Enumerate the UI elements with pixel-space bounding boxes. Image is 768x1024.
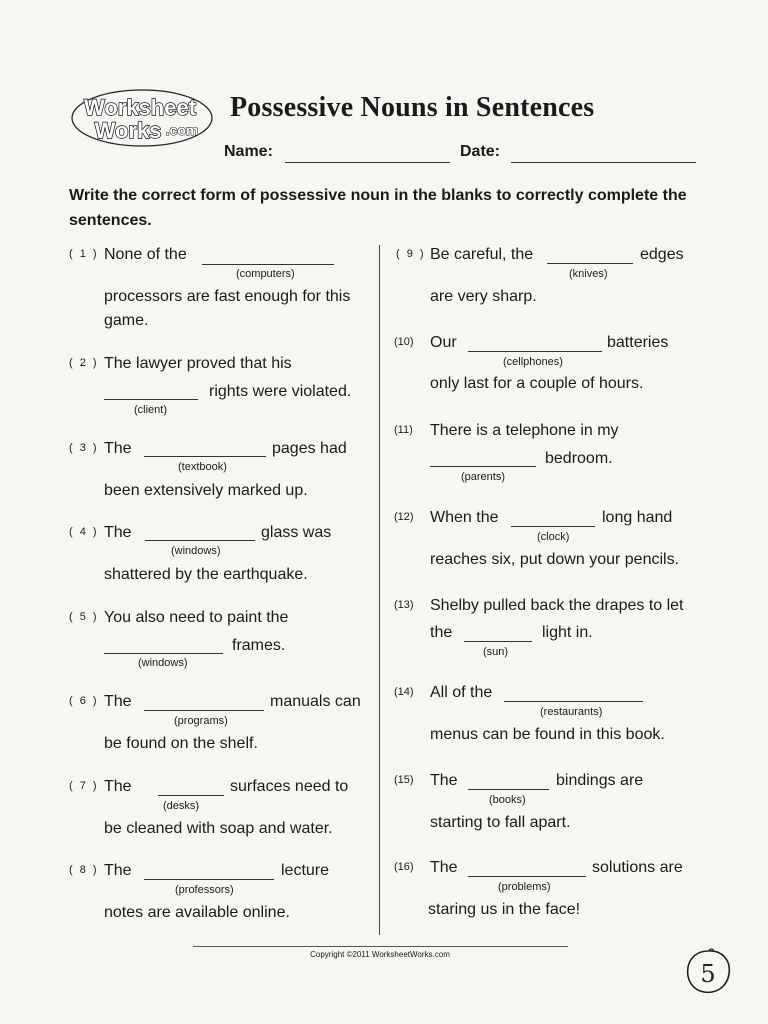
hint-word: (parents) — [461, 471, 506, 483]
copyright: Copyright ©2011 WorksheetWorks.com — [310, 950, 450, 959]
logo-line1: Worksheet — [83, 95, 197, 120]
sentence-text: game. — [104, 312, 149, 329]
sentence-text: The — [104, 693, 132, 710]
question-number: (13) — [394, 599, 414, 611]
answer-blank[interactable] — [547, 263, 633, 264]
sentence-text: light in. — [542, 624, 593, 641]
hint-word: (textbook) — [178, 461, 227, 473]
sentence-text: frames. — [232, 637, 286, 654]
answer-blank[interactable] — [430, 466, 536, 467]
logo-line2: Works — [94, 118, 162, 143]
page-title: Possessive Nouns in Sentences — [230, 92, 595, 123]
answer-blank[interactable] — [468, 351, 602, 352]
sentence-text: When the — [430, 509, 499, 526]
hint-word: (computers) — [236, 268, 295, 280]
hint-word: (desks) — [163, 800, 200, 812]
hint-word: (knives) — [569, 268, 608, 280]
column-divider — [379, 245, 380, 935]
hint-word: (restaurants) — [540, 706, 603, 718]
answer-blank[interactable] — [504, 701, 643, 702]
logo-graphic — [70, 88, 215, 148]
sentence-text: edges — [640, 246, 684, 263]
sentence-text: notes are available online. — [104, 904, 290, 921]
answer-blank[interactable] — [145, 540, 255, 541]
logo-suffix: .com — [165, 122, 199, 138]
sentence-text: are very sharp. — [430, 288, 537, 305]
sentence-text: the — [430, 624, 453, 641]
sentence-text: pages had — [272, 440, 347, 457]
answer-blank[interactable] — [104, 399, 198, 400]
sentence-text: solutions are — [592, 859, 683, 876]
sentence-text: The — [104, 440, 132, 457]
sentence-text: The — [104, 524, 132, 541]
question-number: ( 9 ) — [396, 248, 426, 260]
answer-blank[interactable] — [202, 264, 334, 265]
question-number: ( 5 ) — [69, 611, 99, 623]
hint-word: (problems) — [498, 881, 551, 893]
hint-word: (cellphones) — [503, 356, 563, 368]
sentence-text: manuals can — [270, 693, 361, 710]
hint-word: (client) — [134, 404, 168, 416]
sentence-text: been extensively marked up. — [104, 482, 308, 499]
sentence-text: be cleaned with soap and water. — [104, 820, 333, 837]
sentence-text: be found on the shelf. — [104, 735, 258, 752]
answer-blank[interactable] — [144, 879, 274, 880]
sentence-text: long hand — [602, 509, 673, 526]
sentence-text: lecture — [281, 862, 330, 879]
footer-rule — [193, 946, 568, 947]
sentence-text: starting to fall apart. — [430, 814, 571, 831]
sentence-text: There is a telephone in my — [430, 422, 619, 439]
answer-blank[interactable] — [144, 710, 264, 711]
sentence-text: bedroom. — [545, 450, 613, 467]
date-label: Date: — [460, 143, 501, 160]
sentence-text: glass was — [261, 524, 332, 541]
hint-word: (professors) — [175, 884, 234, 896]
sentence-text: Shelby pulled back the drapes to let — [430, 597, 684, 614]
sentence-text: rights were violated. — [209, 383, 352, 400]
sentence-text: bindings are — [556, 772, 644, 789]
question-number: ( 6 ) — [69, 695, 99, 707]
question-number: (10) — [394, 336, 414, 348]
question-number: (11) — [394, 424, 413, 436]
question-number: ( 8 ) — [69, 864, 99, 876]
sentence-text: staring us in the face! — [428, 901, 581, 918]
sentence-text: processors are fast enough for this — [104, 288, 351, 305]
sentence-text: Be careful, the — [430, 246, 534, 263]
answer-blank[interactable] — [468, 789, 549, 790]
question-number: ( 3 ) — [69, 442, 99, 454]
question-number: ( 1 ) — [69, 248, 99, 260]
sentence-text: The — [104, 862, 132, 879]
hint-word: (sun) — [483, 646, 509, 658]
sentence-text: batteries — [607, 334, 669, 351]
answer-blank[interactable] — [511, 526, 595, 527]
answer-blank[interactable] — [158, 795, 224, 796]
answer-blank[interactable] — [144, 456, 266, 457]
question-number: (14) — [394, 686, 414, 698]
hint-word: (windows) — [138, 657, 188, 669]
hint-word: (books) — [489, 794, 526, 806]
sentence-text: shattered by the earthquake. — [104, 566, 308, 583]
sentence-text: surfaces need to — [230, 778, 349, 795]
sentence-text: only last for a couple of hours. — [430, 375, 644, 392]
sentence-text: The — [430, 772, 458, 789]
sentence-text: The — [430, 859, 458, 876]
date-field[interactable] — [511, 162, 696, 163]
sentence-text: All of the — [430, 684, 493, 701]
worksheetworks-logo — [70, 88, 215, 148]
sentence-text: The lawyer proved that his — [104, 355, 292, 372]
question-number: (15) — [394, 774, 414, 786]
answer-blank[interactable] — [104, 653, 223, 654]
question-number: ( 7 ) — [69, 780, 99, 792]
sentence-text: You also need to paint the — [104, 609, 289, 626]
question-number: (16) — [394, 861, 414, 873]
answer-blank[interactable] — [464, 641, 532, 642]
name-label: Name: — [224, 143, 273, 160]
answer-blank[interactable] — [468, 876, 586, 877]
handwritten-page-number — [683, 945, 733, 997]
page-mark-number: 5 — [700, 960, 716, 988]
sentence-text: The — [104, 778, 132, 795]
question-number: (12) — [394, 511, 414, 523]
question-number: ( 2 ) — [69, 357, 99, 369]
sentence-text: None of the — [104, 246, 187, 263]
name-field[interactable] — [285, 162, 450, 163]
circled-number-icon — [683, 945, 733, 997]
sentence-text: Our — [430, 334, 457, 351]
sentence-text: menus can be found in this book. — [430, 726, 665, 743]
hint-word: (programs) — [174, 715, 228, 727]
hint-word: (windows) — [171, 545, 221, 557]
sentence-text: reaches six, put down your pencils. — [430, 551, 680, 568]
question-number: ( 4 ) — [69, 526, 99, 538]
instructions: Write the correct form of possessive noun in the blanks to correctly complete the sentences. — [69, 187, 687, 229]
hint-word: (clock) — [537, 531, 570, 543]
